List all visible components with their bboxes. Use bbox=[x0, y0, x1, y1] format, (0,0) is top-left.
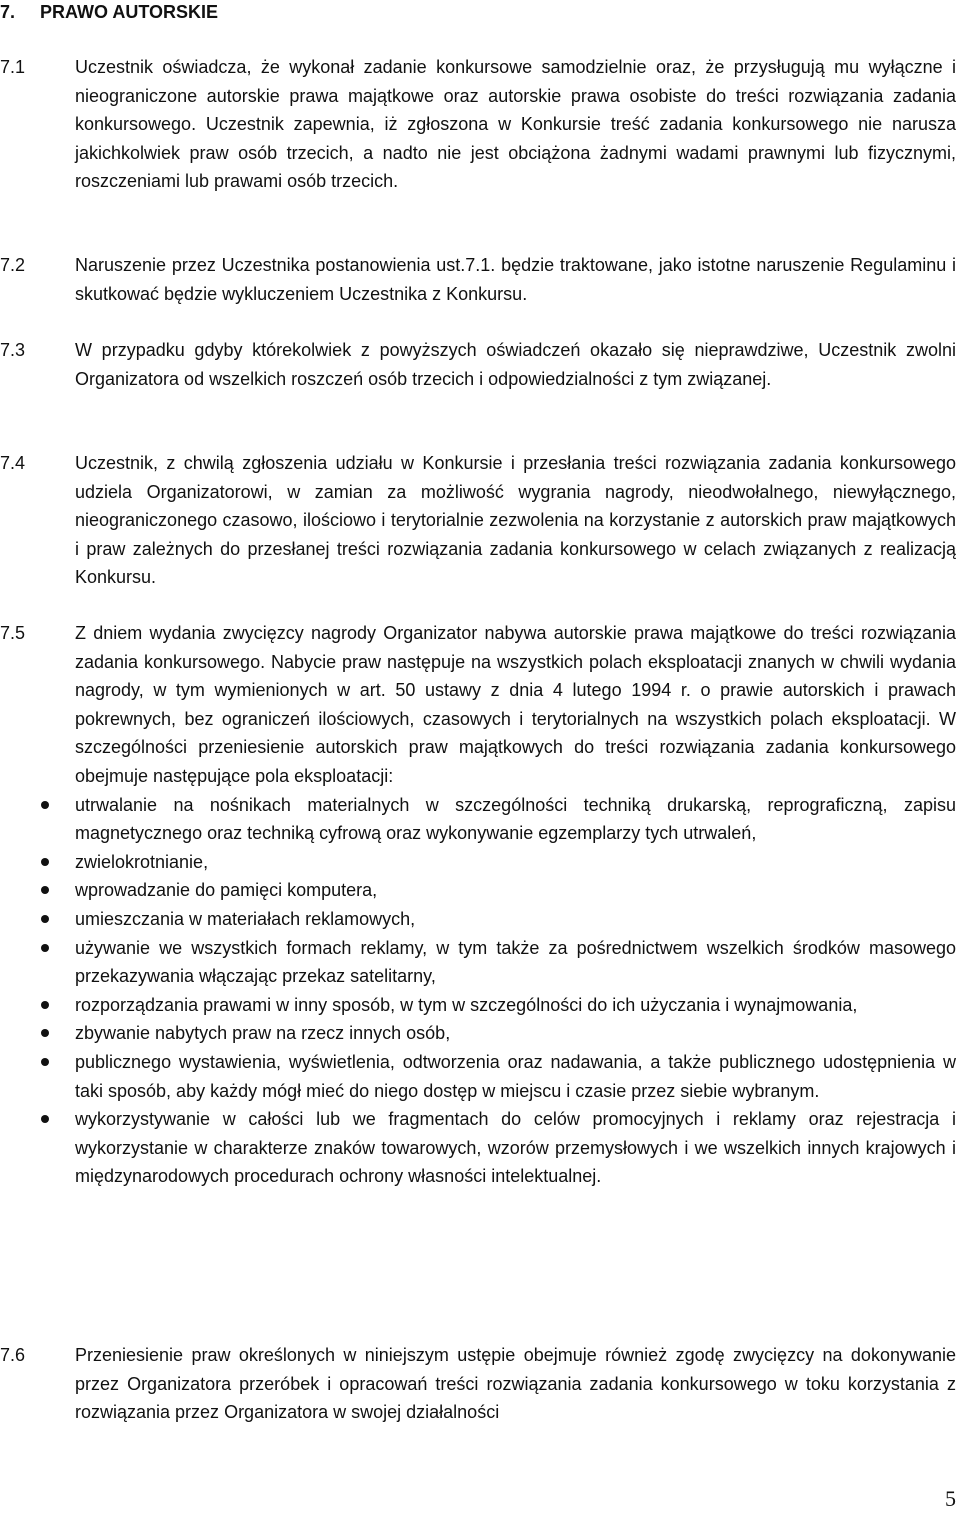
list-item: umieszczania w materiałach reklamowych, bbox=[75, 905, 956, 934]
exploitation-fields-list bbox=[75, 791, 956, 1191]
list-item: wykorzystywanie w całości lub we fragmentach do celów promocyjnych i reklamy oraz rejestracja i wykorzystanie w charakterze znaków towarowych, wzorów przemysłowych i we wszelkich innych krajowych i międzynarodowych procedurach ochrony własności intelektualnej. bbox=[75, 1105, 956, 1191]
section-text bbox=[75, 251, 956, 308]
list-item: rozporządzania prawami w inny sposób, w tym w szczególności do ich użyczania i wynajmowania, bbox=[75, 991, 956, 1020]
section-text bbox=[75, 1341, 956, 1427]
list-item: publicznego wystawienia, wyświetlenia, odtworzenia oraz nadawania, a także publicznego udostępnienia w taki sposób, aby każdy mógł mieć do niego dostęp w miejscu i czasie przez siebie wybranym. bbox=[75, 1048, 956, 1105]
list-item: zwielokrotnianie, bbox=[75, 848, 956, 877]
paragraph: W przypadku gdyby którekolwiek z powyższych oświadczeń okazało się nieprawdziwe, Uczestnik zwolni Organizatora od wszelkich roszczeń osób trzecich i odpowiedzialności z tym związanej. bbox=[75, 340, 956, 389]
list-item: używanie we wszystkich formach reklamy, w tym także za pośrednictwem wszelkich środków masowego przekazywania włączając przekaz satelitarny, bbox=[75, 934, 956, 991]
paragraph: Naruszenie przez Uczestnika postanowienia ust.7.1. będzie traktowane, jako istotne naruszenie Regulaminu i skutkować będzie wykluczeniem Uczestnika z Konkursu. bbox=[75, 255, 956, 304]
section-text bbox=[75, 336, 956, 393]
section-number: 7.6 bbox=[0, 1345, 26, 1365]
list-item: zbywanie nabytych praw na rzecz innych osób, bbox=[75, 1019, 956, 1048]
section-number: 7.3 bbox=[0, 340, 26, 360]
list-item: utrwalanie na nośnikach materialnych w szczególności techniką drukarską, reprograficzną, zapisu magnetycznego oraz techniką cyfrową oraz wykonywanie egzemplarzy tych utrwaleń, bbox=[75, 791, 956, 848]
section-number: 7.4 bbox=[0, 453, 26, 473]
section-heading bbox=[0, 0, 218, 24]
list-item: wprowadzanie do pamięci komputera, bbox=[75, 876, 956, 905]
paragraph: Z dniem wydania zwycięzcy nagrody Organizator nabywa autorskie prawa majątkowe do treści rozwiązania zadania konkursowego. Nabycie praw następuje na wszystkich polach eksploatacji znanych w chwili wydania nagrody, w tym wymienionych w art. 50 ustawy z dnia 4 lutego 1994 r. o prawie autorskich i prawach pokrewnych, bez ograniczeń ilościowych, czasowych i terytorialnych na wszystkich polach eksploatacji. W szczególności przeniesienie autorskich praw majątkowych do treści rozwiązania zadania konkursowego obejmuje następujące pola eksploatacji: bbox=[75, 623, 956, 786]
heading-title: PRAWO AUTORSKIE bbox=[40, 2, 219, 22]
section-text bbox=[75, 53, 956, 196]
section-text bbox=[75, 619, 956, 1191]
section-text bbox=[75, 449, 956, 592]
section-number: 7.1 bbox=[0, 57, 26, 77]
page-number: 5 bbox=[945, 1486, 956, 1511]
section-number: 7.2 bbox=[0, 255, 26, 275]
paragraph: Przeniesienie praw określonych w niniejszym ustępie obejmuje również zgodę zwycięzcy na dokonywanie przez Organizatora przeróbek i opracowań treści rozwiązania zadania konkursowego w toku korzystania z rozwiązania przez Organizatora w swojej działalności bbox=[75, 1345, 956, 1423]
paragraph: Uczestnik, z chwilą zgłoszenia udziału w Konkursie i przesłania treści rozwiązania zadania konkursowego udziela Organizatorowi, w zamian za możliwość wygrania nagrody, nieodwołalnego, niewyłącznego, nieograniczonego czasowo, ilościowo i terytorialnie zezwolenia na korzystanie z autorskich praw majątkowych i praw zależnych do przesłanej treści rozwiązania zadania konkursowego w celach związanych z realizacją Konkursu. bbox=[75, 453, 956, 588]
heading-number: 7. bbox=[0, 2, 16, 22]
paragraph: Uczestnik oświadcza, że wykonał zadanie konkursowe samodzielnie oraz, że przysługują mu wyłączne i nieograniczone autorskie prawa majątkowe oraz autorskie prawa osobiste do treści rozwiązania zadania konkursowego. Uczestnik zapewnia, iż zgłoszona w Konkursie treść zadania konkursowego nie narusza jakichkolwiek praw osób trzecich, a nadto nie jest obciążona żadnymi wadami prawnymi lub fizycznymi, roszczeniami lub prawami osób trzecich. bbox=[75, 57, 956, 192]
section-number: 7.5 bbox=[0, 623, 26, 643]
